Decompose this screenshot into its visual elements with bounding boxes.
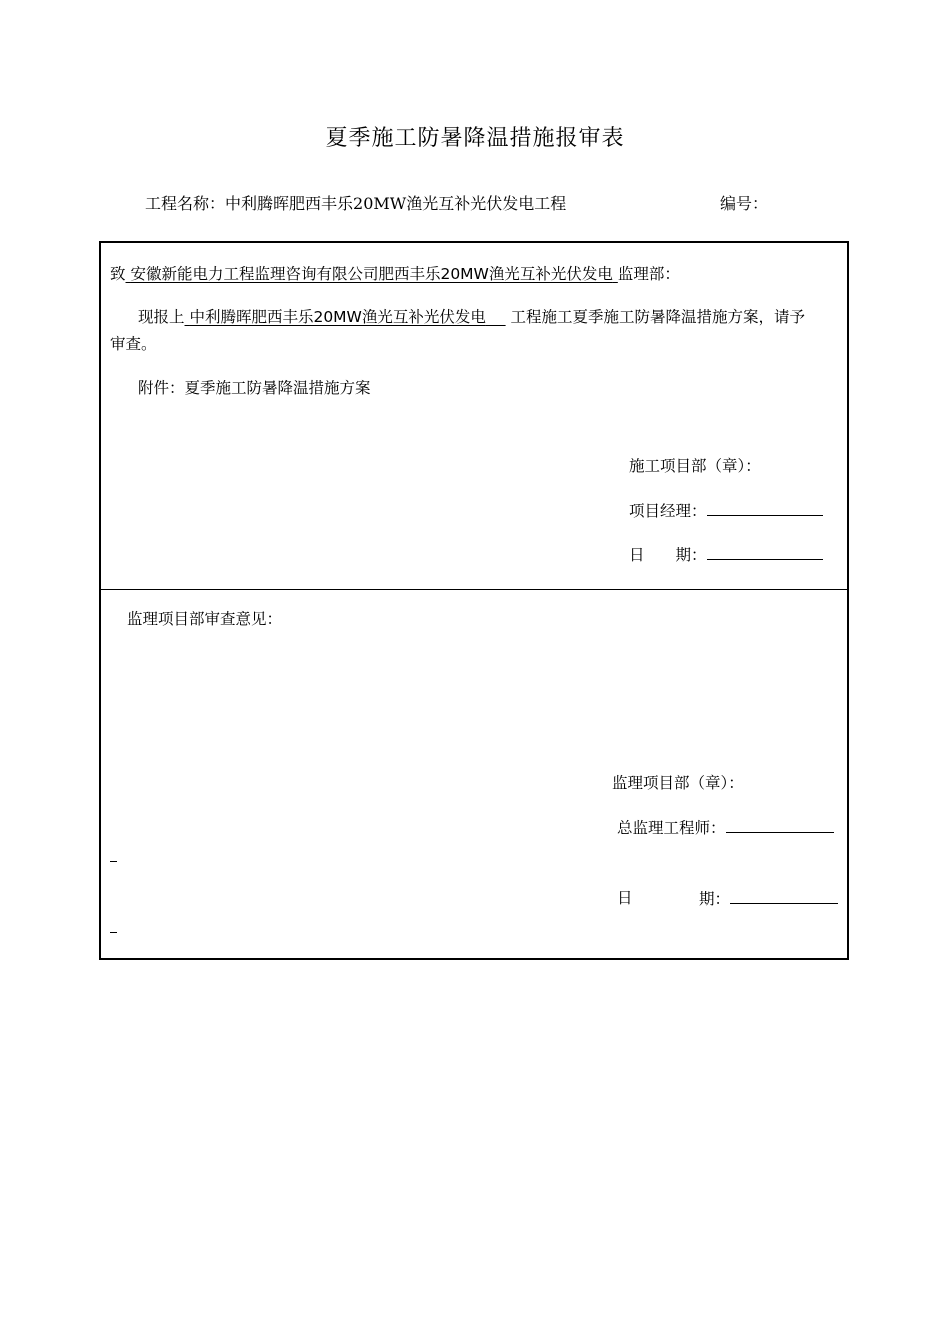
chief-engineer-label: 总监理工程师： xyxy=(617,819,726,837)
supervision-date-day: 日 xyxy=(617,889,633,907)
section-divider xyxy=(101,589,847,590)
to-suffix: 监理部： xyxy=(617,265,680,283)
report-form xyxy=(99,241,849,960)
body-prefix: 现报上 xyxy=(138,308,185,326)
chief-engineer-blank xyxy=(726,817,834,833)
contractor-stamp-label: 施工项目部（章）： xyxy=(629,457,761,475)
recipient-name: 安徽新能电力工程监理咨询有限公司肥西丰乐20MW渔光互补光伏发电 xyxy=(130,265,613,283)
supervision-stamp-label: 监理项目部（章）： xyxy=(612,774,744,792)
recipient-line xyxy=(110,264,680,284)
body-project: 中利腾晖肥西丰乐20MW渔光互补光伏发电 xyxy=(189,308,486,326)
dash-mark xyxy=(110,932,117,933)
to-prefix: 致 xyxy=(110,265,126,283)
dash-mark xyxy=(110,861,117,862)
contractor-date-blank xyxy=(707,544,823,560)
opinion-label: 监理项目部审查意见： xyxy=(127,610,283,628)
supervision-date-line xyxy=(699,888,838,909)
project-name-line xyxy=(145,191,566,214)
page-title: 夏季施工防暑降温措施报审表 xyxy=(325,126,625,151)
supervision-date-blank xyxy=(730,888,838,904)
project-label: 工程名称： xyxy=(145,194,226,213)
body-line2: 审查。 xyxy=(110,335,157,353)
project-manager-blank xyxy=(707,500,823,516)
project-manager-label: 项目经理： xyxy=(629,502,707,520)
chief-engineer-line xyxy=(617,817,834,838)
code-label: 编号： xyxy=(720,194,769,213)
project-name: 中利腾晖肥西丰乐20MW渔光互补光伏发电工程 xyxy=(225,194,567,213)
submission-line xyxy=(138,307,805,327)
body-suffix: 工程施工夏季施工防暑降温措施方案，请予 xyxy=(510,308,806,326)
attachment-line: 附件：夏季施工防暑降温措施方案 xyxy=(138,379,371,397)
contractor-date-line xyxy=(629,544,823,565)
project-manager-line xyxy=(629,500,823,521)
contractor-date-label: 日 期： xyxy=(629,546,707,564)
supervision-date-label: 期： xyxy=(699,890,731,908)
